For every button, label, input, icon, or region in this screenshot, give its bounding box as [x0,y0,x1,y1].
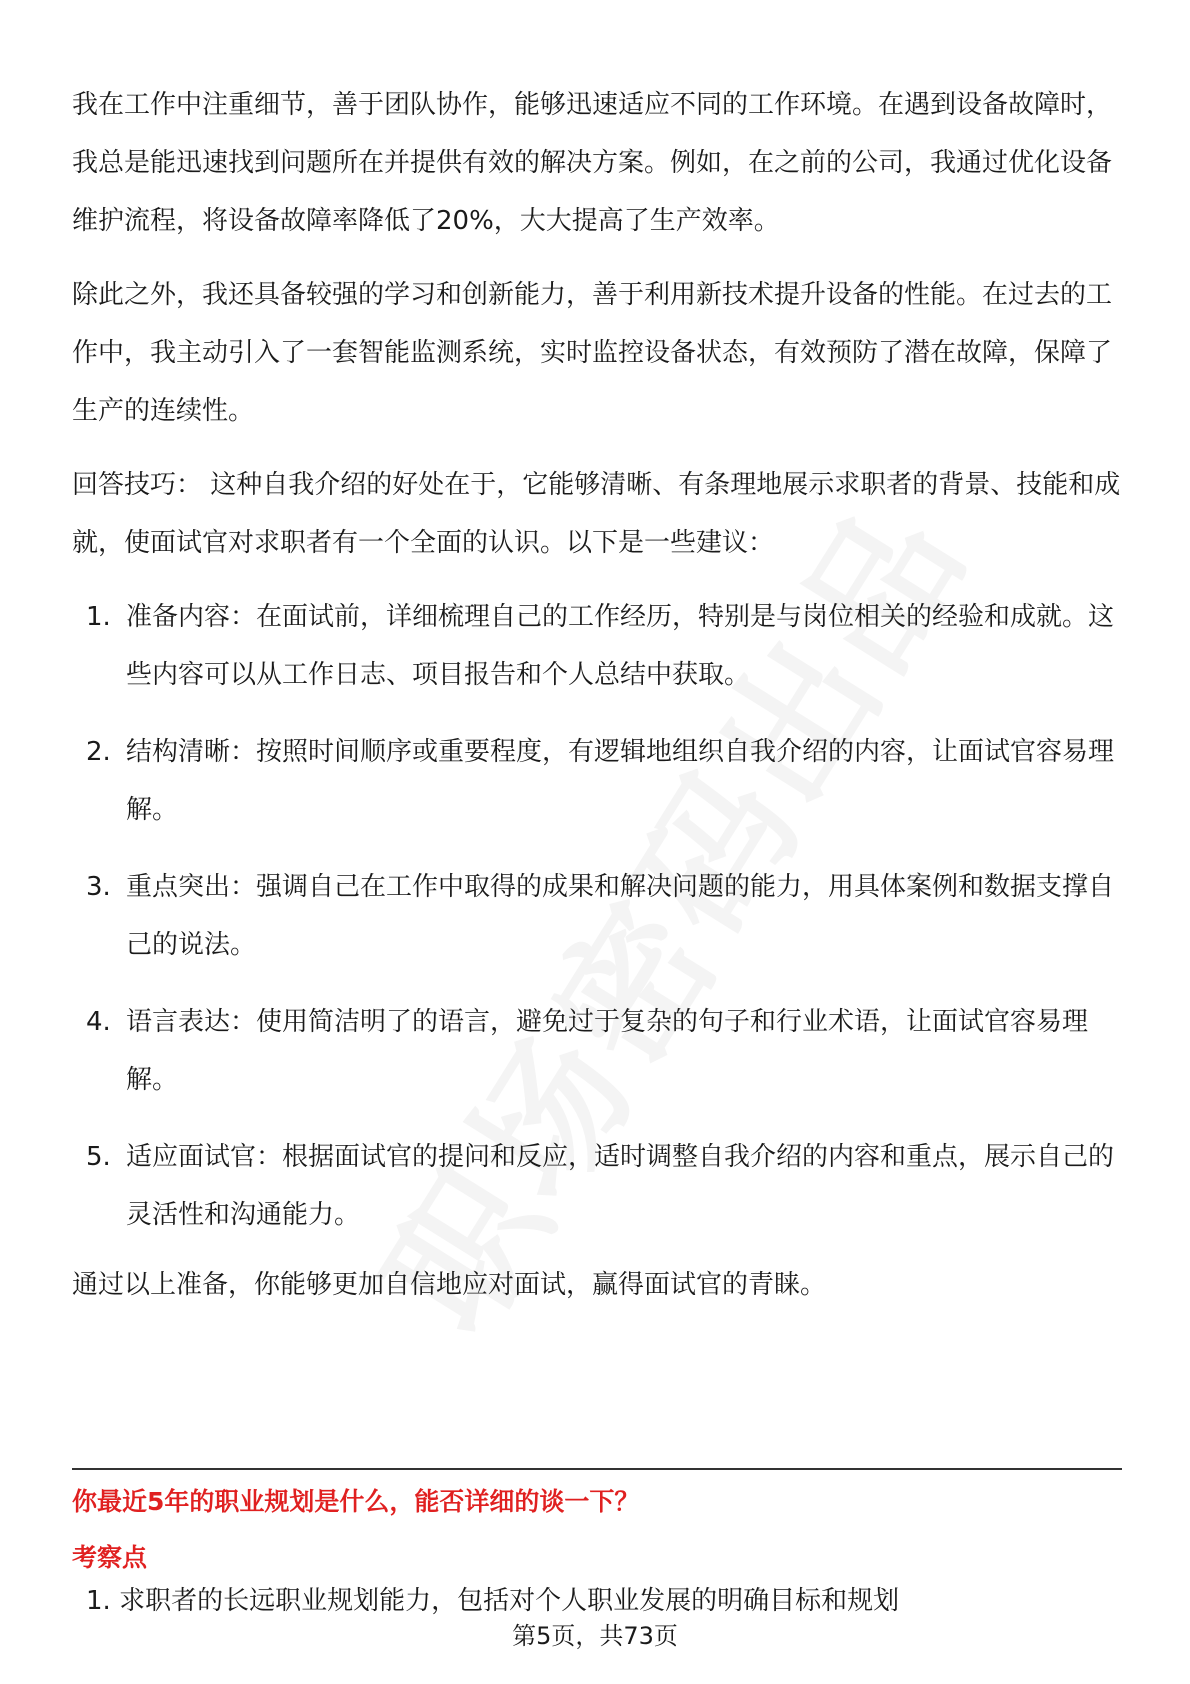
list-text: 结构清晰：按照时间顺序或重要程度，有逻辑地组织自我介绍的内容，让面试官容易理解。 [126,737,1115,825]
page-footer [0,1618,1190,1654]
list-number: 5. [86,1142,111,1172]
paragraph-innovation: 除此之外，我还具备较强的学习和创新能力，善于利用新技术提升设备的性能。在过去的工作中，我主动引入了一套智能监测系统，实时监控设备状态，有效预防了潜在故障，保障了生产的连续性。 [72,280,1113,426]
list-number: 1. [86,602,111,632]
list-text: 准备内容：在面试前，详细梳理自己的工作经历，特别是与岗位相关的经验和成就。这些内容可以从工作日志、项目报告和个人总结中获取。 [126,602,1115,690]
list-text: 适应面试官：根据面试官的提问和反应，适时调整自我介绍的内容和重点，展示自己的灵活性和沟通能力。 [126,1142,1115,1230]
section-divider [72,1468,1122,1470]
page-number: 第5页，共73页 [512,1622,678,1650]
paragraph-conclusion: 通过以上准备，你能够更加自信地应对面试，赢得面试官的青睐。 [72,1270,827,1300]
list-number: 4. [86,1007,111,1037]
paragraph-answer-tips: 回答技巧： 这种自我介绍的好处在于，它能够清晰、有条理地展示求职者的背景、技能和成就，使面试官对求职者有一个全面的认识。以下是一些建议： [72,470,1121,558]
question-title: 你最近5年的职业规划是什么，能否详细的谈一下？ [72,1487,640,1516]
paragraph-experience: 我在工作中注重细节，善于团队协作，能够迅速适应不同的工作环境。在遇到设备故障时，我总是能迅速找到问题所在并提供有效的解决方案。例如，在之前的公司，我通过优化设备维护流程，将设备故障率降低了20%，大大提高了生产效率。 [72,90,1113,236]
list-text: 语言表达：使用简洁明了的语言，避免过于复杂的句子和行业术语，让面试官容易理解。 [126,1007,1089,1095]
list-number: 3. [86,872,111,902]
question-subtitle: 考察点 [72,1543,148,1572]
cut-off-text: 1. 求职者的长远职业规划能力，包括对个人职业发展的明确目标和规划 [86,1586,900,1616]
list-number: 2. [86,737,111,767]
list-text: 重点突出：强调自己在工作中取得的成果和解决问题的能力，用具体案例和数据支撑自己的说法。 [126,872,1115,960]
